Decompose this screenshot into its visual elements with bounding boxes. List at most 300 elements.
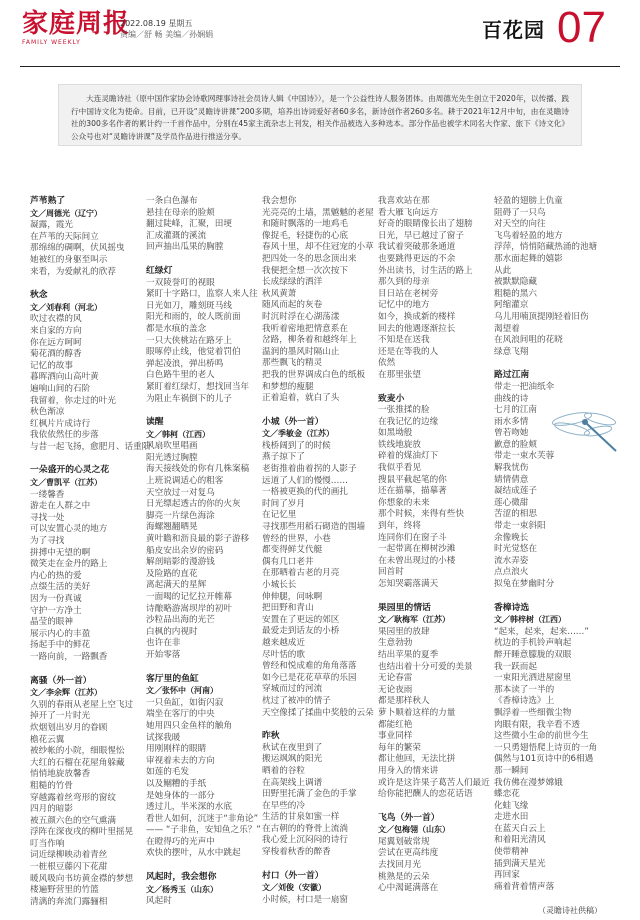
poem-author: 文／韩梓树（江西） [494, 615, 566, 625]
poem-line: 莲心微甜 [494, 497, 529, 508]
poem-author: 文／季敏金（江苏） [262, 429, 334, 439]
poem-line: 光亮亮的土墙，黑魆魆的老屋 [262, 207, 374, 218]
poem-line: 长成绿绿的洒洋 [262, 277, 323, 288]
poem-line: 都让他回，无法比拼 [378, 754, 456, 765]
poem-line: 如莲的毛发 [146, 767, 189, 778]
poem-line: 守护一方净土 [30, 605, 82, 616]
poem-line: 也结出着十分可爱的美景 [378, 661, 473, 672]
poem-line: 依然 [378, 358, 396, 369]
poem-line: 阿缩灌京 [494, 300, 529, 311]
poem [494, 603, 602, 894]
poem-line: 因为一份真诚 [30, 594, 82, 604]
poem-title: 红绿灯 [146, 265, 173, 276]
poem-line: 是她身体的一部分 [146, 790, 215, 801]
masthead [0, 0, 640, 66]
poem-line: 被纱帐的小院，细眼惺忪 [30, 746, 125, 757]
poem-line: 生活的甘泉如蜜一样 [262, 812, 340, 823]
poem-line: 上班说调适心的粗客 [146, 476, 224, 487]
poem-line: 悄悄地旋放馨香 [30, 769, 91, 780]
poem-line: 遍响山间的石阶 [30, 383, 91, 394]
poem-line: 回去的他遇逐渐拉长 [378, 323, 456, 334]
poem-line: 一只鱼缸，如街闪寂 [146, 697, 224, 708]
poem-line: 如今，换成新的楼样 [378, 311, 456, 322]
poem-line: 春风十里，却不住冠宠的小草 [262, 242, 374, 253]
poem-column [494, 196, 602, 917]
poem-line: 那些飘飞的精灵 [262, 358, 323, 369]
poem-line: 可以安置心灵的地方 [30, 524, 108, 535]
poem-column [146, 196, 261, 920]
poem [262, 731, 370, 859]
poem-title: 秋念 [30, 290, 48, 301]
poem-title: 风起时，我会想你 [146, 872, 217, 883]
poem-author: 文／刘俊（安徽） [262, 883, 326, 893]
poem-line: 每年的繁荣 [378, 742, 421, 753]
poem-author: 文／李余辉（江苏） [30, 688, 102, 698]
poem-line: 浮萍，悄悄陪藏热涌的池塘 [494, 242, 598, 253]
poem-line: 沙粒品出海的光芒 [146, 615, 215, 626]
poem-title: 一朵盛开的心灵之花 [30, 465, 110, 476]
poem-line: 船皮安出余岁的密码 [146, 545, 224, 556]
poem-line: 我便把全想一次次按下 [262, 265, 348, 276]
poem-line: 偶然与101页诗中的6相遇 [494, 754, 594, 765]
poem-line: 我会想你 [262, 196, 297, 206]
poem-line: 清漓的奔流门露骊相 [30, 896, 108, 907]
poem-line: 飘浮着一些细微尘物 [494, 707, 572, 718]
poem-line: 你在远方呵呵 [30, 337, 82, 348]
poem-line: 我似乎看见 [378, 463, 421, 474]
poem-author: 文／张怀中（河南） [146, 686, 218, 696]
poem-line: 一张推揉的脸 [378, 405, 430, 416]
poem-line: 化蛙飞缘 [494, 800, 529, 811]
poem-line: 我喜欢站在那 [378, 196, 430, 206]
poem-line: 乌儿用喃顶提刚轻着旧伤 [494, 311, 589, 322]
poem-title: 客厅里的鱼缸 [146, 673, 199, 684]
poem-column [30, 196, 151, 920]
poem-line: 不知是在送我 [378, 335, 430, 346]
poem-line: 这些微小生命的前世今生 [494, 731, 589, 742]
poem-line: 吹过衣襟的风 [30, 314, 82, 325]
poem-line: 回首时 [378, 567, 404, 578]
poem-line: 在瞪得巧的光声中 [146, 836, 215, 847]
poem-line: 或许是这许果子葛苦人们最近 [378, 777, 490, 788]
poem-line: 被五颜六色的空气熏满 [30, 815, 116, 826]
poem-line: 掉开了一片时光 [30, 711, 91, 722]
poem-line: 最爱走到话友的小桥 [262, 626, 340, 637]
poem-line: 秋风黄萧 [262, 288, 297, 299]
logo-english: FAMILY WEEKLY [22, 39, 81, 46]
issue-date: 2022.08.19 星期五 [120, 19, 193, 28]
poem-line: 那一瞬间 [494, 765, 529, 776]
poem-line: 翻过陡峰，汇聚，田埂 [146, 219, 232, 230]
poem-line: 小城长长 [262, 580, 297, 590]
poem-line: 和着阳光清风 [494, 835, 546, 846]
poem-line: 渴望着 [494, 323, 520, 334]
poem-line: 小时候，村口是一扇窗 [262, 894, 348, 905]
poem-line: 从此 [494, 265, 512, 276]
newspaper-logo [22, 9, 131, 46]
poem-line: 端坐在客厅的中央 [146, 709, 215, 720]
poem-line: 尾翼划破常规 [378, 836, 430, 847]
poem-line: 词近绿柳映动着青丝 [30, 850, 108, 861]
poem-line: 及险路的直花 [146, 568, 198, 579]
poem-line: 老街推着曲着拐的人影子 [262, 464, 357, 475]
poem-line: 记忆中的地方 [378, 300, 430, 311]
poem-title: 离骚（外一首） [30, 675, 92, 686]
poem-line: 都是水痕的盖念 [146, 323, 207, 334]
poem-line: 楼遍野营里的竹篮 [30, 885, 99, 896]
poem-author: 文／杨秀玉（山东） [146, 884, 218, 894]
poem-line: 弹起凌浪，弹出桥鸣 [146, 358, 224, 369]
poem-line: 飞鸟着轻盈的地方 [494, 230, 563, 241]
poem-line: 曾若吻她 [494, 428, 529, 439]
poem-title: 路过江南 [494, 370, 530, 381]
poem-line: 正着追着，就白了头 [262, 393, 340, 404]
poem-line: 尝试在更高纬度 [378, 848, 439, 859]
poem-line: 白色路牛里的老人 [146, 370, 215, 381]
poem-line: 轻盈的翅膀上仇童 [494, 196, 563, 206]
poem-line: 还在描摹，描摹著 [378, 486, 447, 497]
poem-line: 大红的石榴在花屋角躲藏 [30, 757, 125, 768]
poem-line: 一缕馨香 [30, 489, 65, 500]
poem-line: 再回家 [494, 870, 520, 881]
poem-line: 那个时候，来得有些快 [378, 509, 464, 520]
poem-line: 日光，早已越过了窗子 [378, 230, 464, 241]
poem-line: 晶莹的眼神 [30, 617, 73, 628]
poem [30, 676, 138, 909]
poem-line: 叮当作响 [30, 838, 65, 849]
poem-line: 游走在人群之中 [30, 501, 91, 512]
poem-title: 飞鸟（外一首） [378, 812, 440, 823]
poem-line: 在记忆里 [262, 510, 297, 521]
poem-line: 我心爱上沉闷闷的诗行 [262, 835, 348, 846]
poem-line: 解剖暗影的漫游钱 [146, 557, 215, 568]
poem-author: 文／包梅翎（山东） [378, 825, 450, 835]
poem-line: 和梦想的瘦腿 [262, 381, 314, 392]
poem-line: 汇成灌溉的溪流 [146, 230, 207, 241]
poem-line: 曾经和悦成难的角角落落 [262, 661, 357, 672]
poem-line: 穿梭着秋香的醉香 [262, 847, 331, 858]
poem-line: 暮晖洒向山高叶黄 [30, 372, 99, 383]
poem [146, 417, 254, 661]
poem-line: 还是在等我的人 [378, 346, 439, 357]
poem-line: 曲线的诗 [494, 393, 529, 404]
poem-line: 桃熟是的云朵 [378, 871, 430, 882]
poem-line: 悬挂在母亲的脸颊 [146, 207, 215, 218]
poem-line: 阳光和雨的，皎人既前面 [146, 312, 241, 323]
poem [378, 602, 490, 801]
poem-line: 穿城而过的河流 [262, 684, 323, 695]
poem [146, 265, 258, 405]
poem-line: 在我记忆的边缘 [378, 416, 439, 427]
poem-line: 我依依然任的步落 [30, 430, 99, 441]
poem [146, 673, 261, 861]
poem-title: 果园里的情话 [378, 602, 431, 613]
poem-line: 天空像揉了揉曲中奖般的云朵 [262, 707, 374, 718]
poem [262, 871, 370, 907]
poem-line: 久别的春雨从老屋上空飞过 [30, 699, 134, 710]
poem [378, 394, 486, 591]
poem-line: —— “子非鱼，安知鱼之乐？” [146, 825, 261, 836]
poem-author: 文／曹凯平（江苏） [30, 478, 102, 488]
poem-line: 伸伸腿，问咏啊 [262, 591, 323, 602]
poem-line: 到年，终将 [378, 521, 421, 532]
poem-line: 你想象的未来 [378, 497, 430, 508]
poem-line: 檐花云翼 [30, 734, 65, 745]
poem-line: 看世人如何，沉迷于“非角论” [146, 813, 259, 824]
poem-line: 果园里的放肆 [378, 626, 430, 637]
poem [146, 196, 254, 254]
poem-line: 穿越露着丝弯形的窗纹 [30, 792, 116, 803]
poem-line: 醉开睡意朦胧的双眼 [494, 649, 572, 660]
poem-line: 与昔一起飞扬，愈肥月、话重阳 [30, 441, 151, 452]
poem-line: 雨水多情 [494, 416, 529, 427]
poem-line: 七月的江南 [494, 405, 537, 416]
poem-title: 香樟诗选 [494, 602, 530, 613]
poem-line: 偶有几口老井 [262, 556, 314, 567]
poem-line: 以及鲴糟的手纸 [146, 778, 207, 789]
poem-line: 来自家的方向 [30, 325, 82, 336]
poem-author: 文／周德光（辽宁） [30, 208, 102, 218]
poem-line: 余像晚长 [494, 532, 529, 543]
poem-line: 外出读书，讨生活的路上 [378, 265, 473, 276]
poem-line: 时沉时浮在心湖荡漾 [262, 311, 340, 322]
poem-line: 秋试在夜里到了 [262, 742, 323, 753]
poem-line: 也许在非 [146, 638, 181, 649]
poem-line: 阳光透过胸膛 [146, 452, 198, 463]
poem-line: 那绵绵的碉啊，伏风摇曳 [30, 243, 125, 254]
poem-line: 拟兔在梦幽时分 [494, 579, 555, 589]
poem-line: 如今已是花花草草的乐园 [262, 672, 357, 683]
poem-line: 尽叶恬的歌 [262, 649, 305, 660]
poem-line: 她用四只金鱼样的触角 [146, 720, 232, 731]
poem-line: 婧情倩意 [494, 474, 529, 485]
poem-line: 透过儿，半米深的水底 [146, 802, 232, 813]
poem-line: 日光缥起透古的你的火灰 [146, 499, 241, 510]
poem-line: 如黑坳般 [378, 428, 413, 439]
poem-line: 四月的暗影 [30, 804, 73, 815]
poem-line: 连同你们在窗子斗 [378, 532, 447, 543]
poem-line: 绿意飞翔 [494, 346, 529, 357]
poem-line: 燕子掠下了 [262, 452, 305, 463]
poem-line: 脚亮一片绿色海涂 [146, 510, 215, 521]
poem-line: 随风而起的灰卷 [262, 300, 323, 311]
poem-line: 也要跳得更远的不余 [378, 253, 456, 264]
poem-line: 都是那样秋人 [378, 696, 430, 707]
poem-line: 带走一把油纸伞 [494, 381, 555, 392]
poem-line: 审视着未去的方向 [146, 755, 215, 766]
poem-line: 曾经的世界，小巷 [262, 533, 331, 544]
poem-line: 栈桥阔到了的时候 [262, 440, 331, 451]
poem [378, 196, 486, 382]
poem-line: 碎着的煤油灯下 [378, 451, 439, 462]
poem-line: 一起带离在柳树沙滩 [378, 544, 456, 555]
poem-line: 点点浪火 [494, 567, 529, 578]
poem-line: 晒着的谷粒 [262, 765, 305, 776]
poem-line: 一面喝的记忆拉开帷幕 [146, 592, 232, 602]
poem-line: 那本读了一半的 [494, 684, 555, 695]
poem-column [262, 196, 374, 918]
dragonfly-icon [548, 405, 620, 455]
poem-column [378, 196, 490, 907]
poem-title: 昨秋 [262, 731, 280, 742]
poem-author: 文／耿梅军（江苏） [378, 615, 450, 625]
poem-line: 苦涩的相思 [494, 509, 537, 520]
poem-line: 都能红艳 [378, 719, 413, 730]
poem-line: 我试着突破那条通道 [378, 242, 456, 253]
poem-line: 都变得鲜艾代艇 [262, 545, 323, 556]
poem-line: 一格被更换的代的画扎 [262, 487, 348, 498]
poem-line: 一只大侠桃站在路牙上 [146, 335, 232, 346]
logo-chinese: 家庭周报 [22, 9, 131, 39]
poem-line: 我听着密地把情意系在 [262, 323, 348, 334]
poem-line: 海天接线处的你有几株案稿 [146, 464, 250, 475]
editor-credits: 责编／舒 畅 美编／孙娴娟 [120, 30, 214, 39]
poem-line: 无论春雷 [378, 673, 413, 684]
poem-line: 内心的热的爱 [30, 570, 82, 581]
poem-line: 田野里托满了金色的手掌 [262, 789, 357, 800]
poem-line: 拼搏中无望的啊 [30, 547, 91, 558]
poem-line: 凝结成莲子 [494, 486, 537, 497]
poem-line: 天空放过一对复乌 [146, 487, 215, 498]
poem-line: 《香樟诗选》上 [494, 696, 555, 707]
poem-line: 时间了岁月 [262, 498, 305, 509]
poem-line: 把四处一冬的思念顶出来 [262, 253, 357, 264]
poem-line: 来看，为爱献礼的欣荐 [30, 266, 116, 277]
poem-line: 越来越成近 [262, 637, 305, 648]
poem-line: 欢快的摆叶，从水中跳起 [146, 848, 241, 859]
poem-line: 开始零落 [146, 649, 181, 660]
poem-line: 一只勇翅悟爬上诗页的一角 [494, 742, 598, 753]
poem-line: 蝶恋花 [494, 789, 520, 800]
poem-line: 和随时飘落的一地鸡毛 [262, 219, 348, 230]
poem-line: 风起时 [146, 896, 172, 907]
poem-line: 在未曾出现过的小楼 [378, 555, 456, 566]
poem-line: 看大雁飞向远方 [378, 207, 439, 218]
poem-line: 用刚刚样的眼睛 [146, 744, 207, 755]
poem-line: 在那里张望 [378, 369, 421, 380]
poem-line: 紧盯十字路口，监察人来人往 [146, 289, 258, 300]
poem-line: 事业同样 [378, 731, 413, 742]
poem-line: 那水面起舞的嬉影 [494, 253, 563, 264]
header-divider [20, 66, 620, 67]
poem-line: 远道了人们的慢慢…… [262, 475, 348, 486]
poem-line: 一桩根豆藤闪下花甜 [30, 862, 108, 873]
poem-title: 小城（外一首） [262, 416, 324, 427]
poem-line: 使带精神 [494, 847, 529, 858]
poem-line: 粗糙的黑六 [494, 288, 537, 299]
poem-line: 搬运飒飒的阳光 [262, 754, 323, 765]
poem-line: 解我忧伤 [494, 463, 529, 474]
poem-line: 被默默隐藏 [494, 277, 537, 288]
poem-line: 流水弄姿 [494, 555, 529, 566]
poem-line: 枕边的手机铃声响起 [494, 638, 572, 649]
section-title: 百花园 [482, 18, 545, 42]
poem [30, 290, 151, 453]
poem-line: 炊烟划出岁月的眷顾 [30, 722, 108, 733]
poem-line: 好奇的眼睛像长出了翅膀 [378, 219, 473, 230]
poem-line: 一条白色瀑布 [146, 196, 198, 206]
poem-line: 阻碍了一只鸟 [494, 207, 546, 218]
poem-title: 芦苇熟了 [30, 196, 66, 206]
poem-author: 文／刘春利（河北） [30, 302, 102, 312]
poem-line: 回声抽出瓜果的胸膛 [146, 242, 224, 253]
poem-line: 岔路，柳条着和越终年上 [262, 335, 357, 346]
poem-line: 眼啄停止线，他觉着罚伯 [146, 347, 241, 358]
poem-line: 在风浪间咀的花晓 [494, 335, 563, 346]
poem-line: 在蓝天白云上 [494, 823, 546, 834]
poem [494, 370, 602, 590]
poem-line: 用身入的情来讲 [378, 765, 439, 776]
poem-line: 菊花酒的醇香 [30, 349, 82, 360]
page-number: 07 [557, 3, 606, 52]
poem [262, 196, 374, 405]
poem-line: 粗糙的竹骨 [30, 780, 73, 791]
poem-line: 秋色渐凉 [30, 407, 65, 418]
poem-line: 记忆的故事 [30, 360, 73, 371]
poem-line: 展示内心的丰盈 [30, 628, 91, 639]
poem-line: 在早些的冷 [262, 800, 305, 811]
poem-title: 读醒 [146, 417, 164, 428]
poem-line: 心中渴诞满落在 [378, 883, 439, 894]
poem-title: 村口（外一首） [262, 870, 324, 881]
poem-line: 把我的世界调成白色的纸板 [262, 369, 366, 380]
poem-line: 走进水田 [494, 812, 529, 823]
poem [146, 872, 254, 908]
poem-line: 在芦苇的天际间立 [30, 231, 99, 242]
poem-line: “起来，起来，起来……” [494, 626, 589, 637]
poem-line: 凝露，霞光 [30, 220, 73, 231]
poem-line: 枕过了被冲的情子 [262, 695, 331, 706]
poem-line: 日光如刀，雕刻斑马线 [146, 300, 232, 311]
poem-line: 一束阳光洒进屋窗里 [494, 673, 572, 684]
poem-line: 像捉毛，轻捷伤的心底 [262, 230, 348, 241]
poem-line: 目日站在老树旁 [378, 288, 439, 299]
poem-line: 我仿佛在漫梦嫦娥 [494, 777, 563, 788]
poem-line: 去找回月光 [378, 860, 421, 871]
poem-line: 时光觉悠在 [494, 544, 537, 555]
intro-box: 大连灵瞻诗社（原中国作家协会诗歌网理事诗社会员诗人辑《中国诗》），是一个公益性诗人服务团体。由周德光先生创立于2020年，以传播、践行中国诗文化为使命。目前，已开设“灵瞻诗讲课”200多期，培养出诗词爱好者60多名，新诗创作者260多名。耕于2021年12月中旬，由在灵瞻诗社的300多名作者的累计约一千首作品中，分别在45家主流杂志上刊发，相关作品被选入多种选本。部分作品也被学术同名大作家、旅下《诗文化》公众号也对“灵瞻诗讲课”及学员作品进行推送分享。 [58, 84, 582, 146]
poem-line: 为了寻找 [30, 536, 65, 547]
poem-line: 一双陵誉叮的视眼 [146, 277, 215, 288]
poem-line: 痛着背着情声落 [494, 881, 555, 892]
poem-line: 结出苹果的夏季 [378, 649, 439, 660]
poem-line: 歉意的脸颊 [494, 439, 537, 450]
poem-line: 安置在了更远的郊区 [262, 614, 340, 625]
poem-line: 离起满天的星辉 [146, 580, 207, 591]
poem-line: 微笑走在金丹的路上 [30, 559, 108, 570]
poem-line: 搜鼠平截起笔的你 [378, 474, 447, 485]
poem-line: 温润的墨风时隔山止 [262, 346, 340, 357]
poem-line: 在古朝的的脊骨上流淌 [262, 823, 348, 834]
poem-line: 寻找一处 [30, 512, 65, 523]
poem-line: 试探我暖 [146, 732, 181, 743]
poem-line: 铁线地旋放 [378, 439, 421, 450]
poem [378, 813, 486, 895]
signoff: （灵瞻诗社供稿） [538, 906, 602, 916]
poem-line: 怎知哭霸落满天 [378, 579, 439, 589]
poem-line: 红枫片片成诗行 [30, 418, 91, 429]
poem-line: 暖风吸向书坊黄金襟的梦想 [30, 873, 134, 884]
poem-line: 白枫的内视时 [146, 626, 198, 637]
poem-title: 致麦小 [378, 393, 405, 404]
poem-line: 她被红的身躯至叫示 [30, 254, 108, 265]
poem-line: 把田野和青山 [262, 603, 314, 614]
poem-line: 给你能把酬人的恋花话语 [378, 789, 473, 800]
poem [494, 196, 602, 358]
poem-line: 那久到的母亲 [378, 277, 430, 288]
poem-line: 黄叶瞻和沥良最的影子游移 [146, 534, 250, 545]
poem-line: 我留着，你走过的叶光 [30, 395, 116, 406]
